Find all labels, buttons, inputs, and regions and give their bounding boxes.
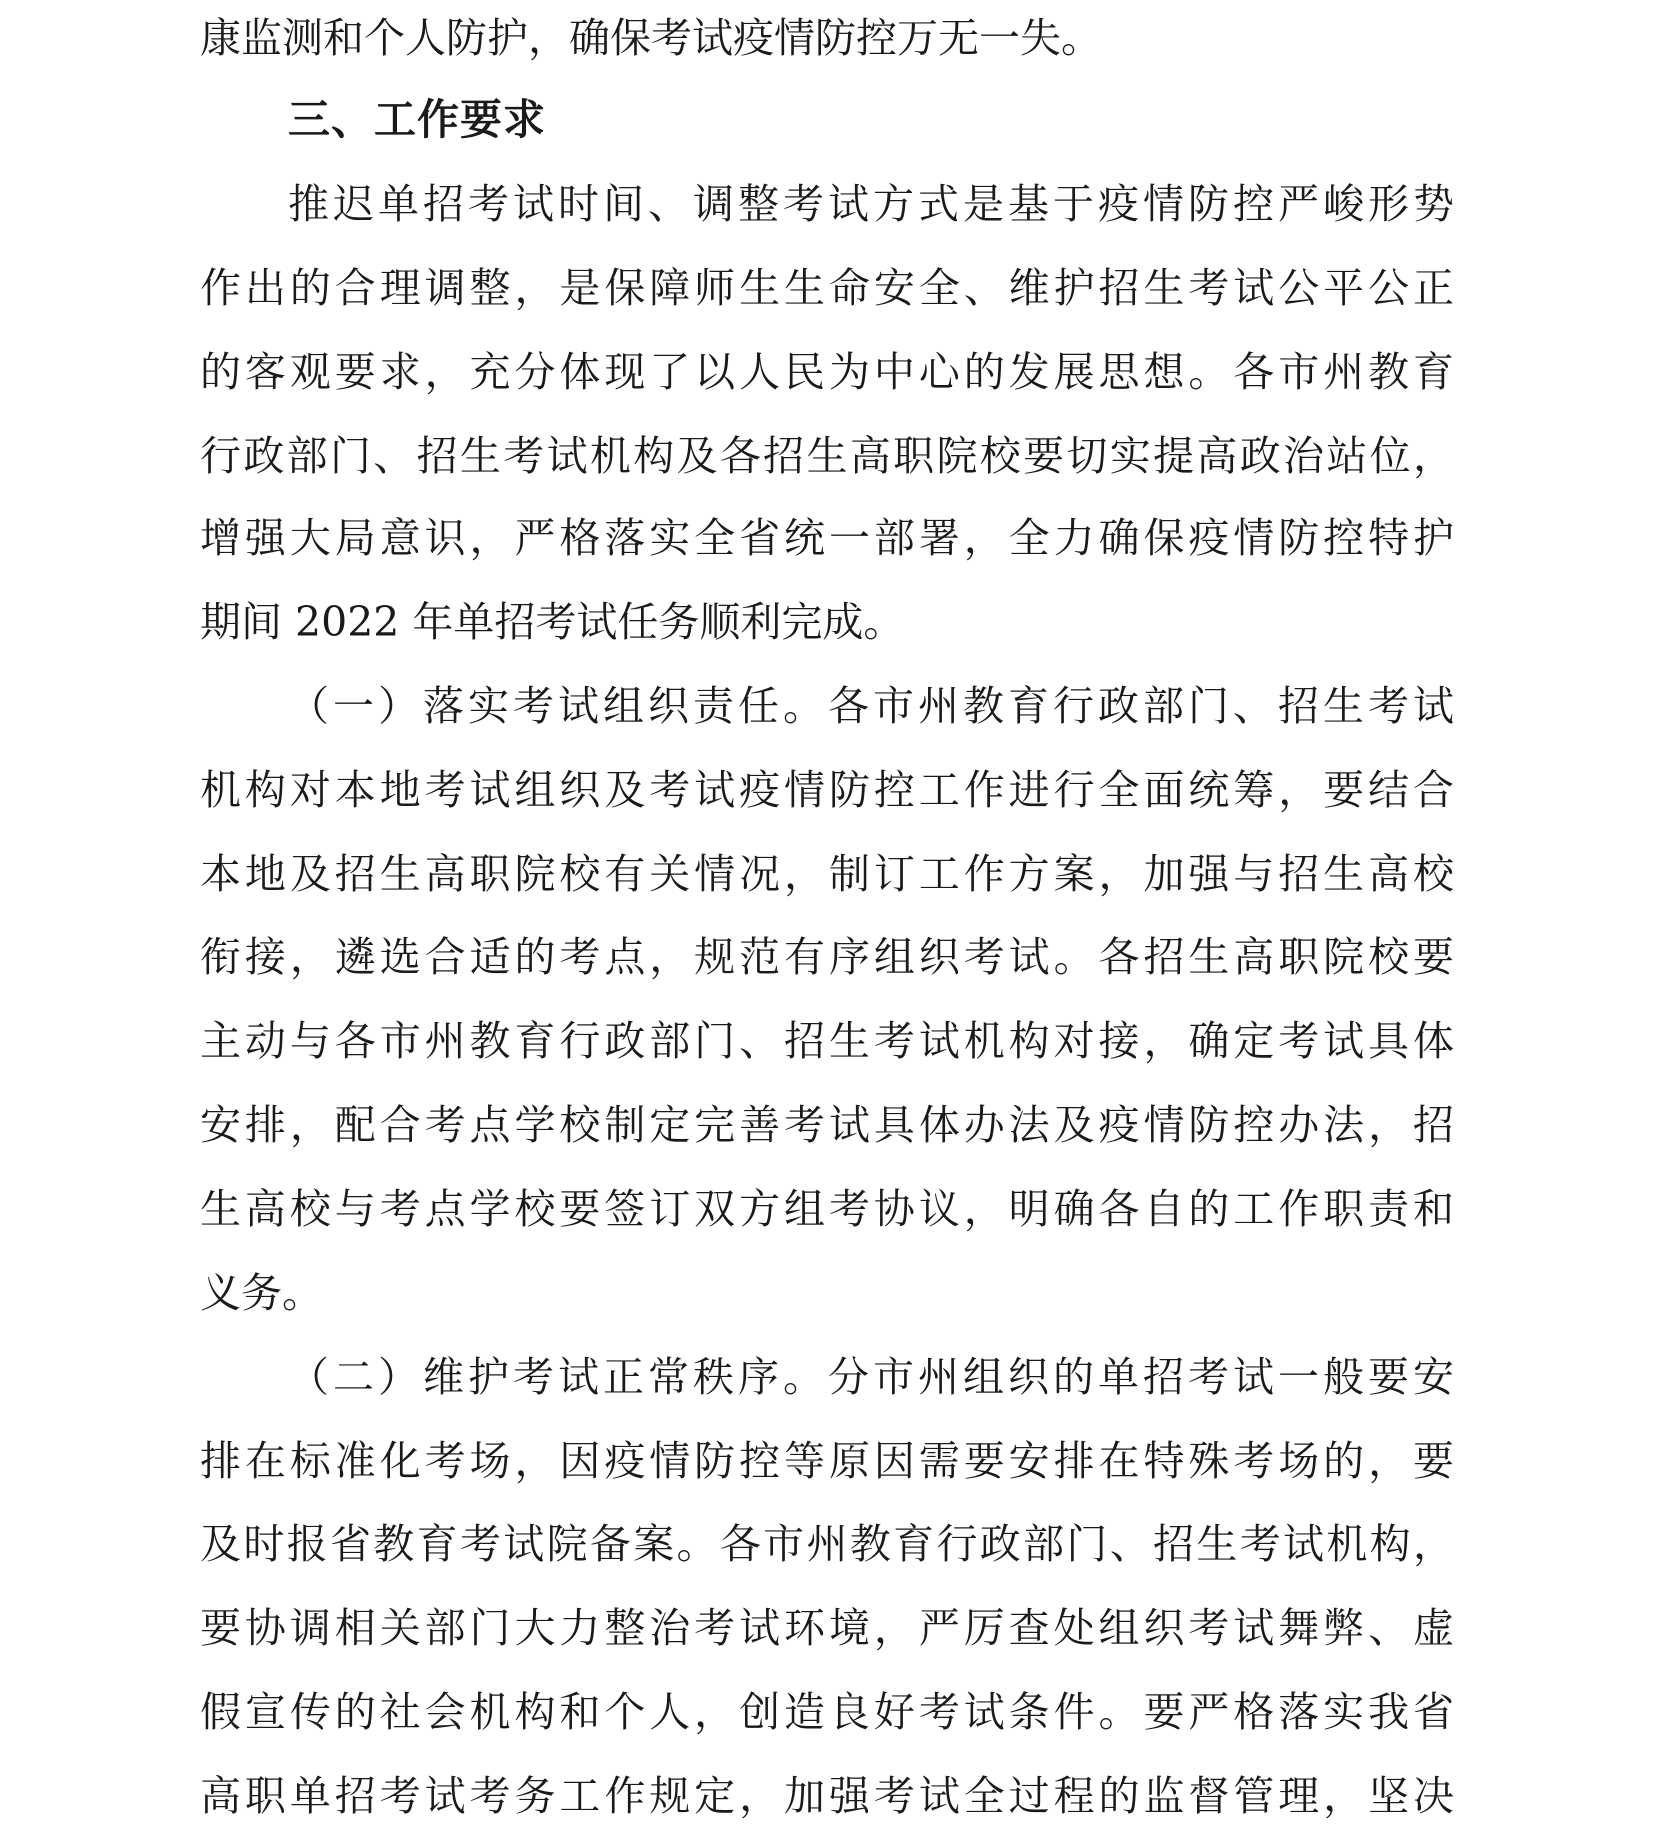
body-line-9: 机构对本地考试组织及考试疫情防控工作进行全面统筹，要结合 (200, 766, 1454, 814)
body-line-13: 安排，配合考点学校制定完善考试具体办法及疫情防控办法，招 (200, 1101, 1454, 1149)
body-line-15: 义务。 (200, 1269, 323, 1317)
body-line-16: （二）维护考试正常秩序。分市州组织的单招考试一般要安 (288, 1353, 1454, 1401)
body-line-1: 康监测和个人防护，确保考试疫情防控万无一失。 (200, 14, 1102, 62)
body-line-7: 期间 2022 年单招考试任务顺利完成。 (200, 598, 905, 646)
body-line-11: 衔接，遴选合适的考点，规范有序组织考试。各招生高职院校要 (200, 933, 1454, 981)
body-line-19: 要协调相关部门大力整治考试环境，严厉查处组织考试舞弊、虚 (200, 1604, 1454, 1652)
body-line-10: 本地及招生高职院校有关情况，制订工作方案，加强与招生高校 (200, 850, 1454, 898)
body-line-12: 主动与各市州教育行政部门、招生考试机构对接，确定考试具体 (200, 1017, 1454, 1065)
body-line-20: 假宣传的社会机构和个人，创造良好考试条件。要严格落实我省 (200, 1688, 1454, 1736)
section-heading: 三、工作要求 (288, 95, 547, 144)
body-line-2: 推迟单招考试时间、调整考试方式是基于疫情防控严峻形势 (288, 180, 1454, 228)
body-line-3: 作出的合理调整，是保障师生生命安全、维护招生考试公平公正 (200, 264, 1454, 312)
body-line-14: 生高校与考点学校要签订双方组考协议，明确各自的工作职责和 (200, 1185, 1454, 1233)
body-line-18: 及时报省教育考试院备案。各市州教育行政部门、招生考试机构， (200, 1520, 1454, 1568)
body-line-17: 排在标准化考场，因疫情防控等原因需要安排在特殊考场的，要 (200, 1437, 1454, 1485)
body-line-21: 高职单招考试考务工作规定，加强考试全过程的监督管理，坚决 (200, 1772, 1454, 1820)
body-line-8: （一）落实考试组织责任。各市州教育行政部门、招生考试 (288, 682, 1454, 730)
body-line-4: 的客观要求，充分体现了以人民为中心的发展思想。各市州教育 (200, 348, 1454, 396)
body-line-6: 增强大局意识，严格落实全省统一部署，全力确保疫情防控特护 (200, 514, 1454, 562)
body-line-5: 行政部门、招生考试机构及各招生高职院校要切实提高政治站位， (200, 432, 1454, 480)
